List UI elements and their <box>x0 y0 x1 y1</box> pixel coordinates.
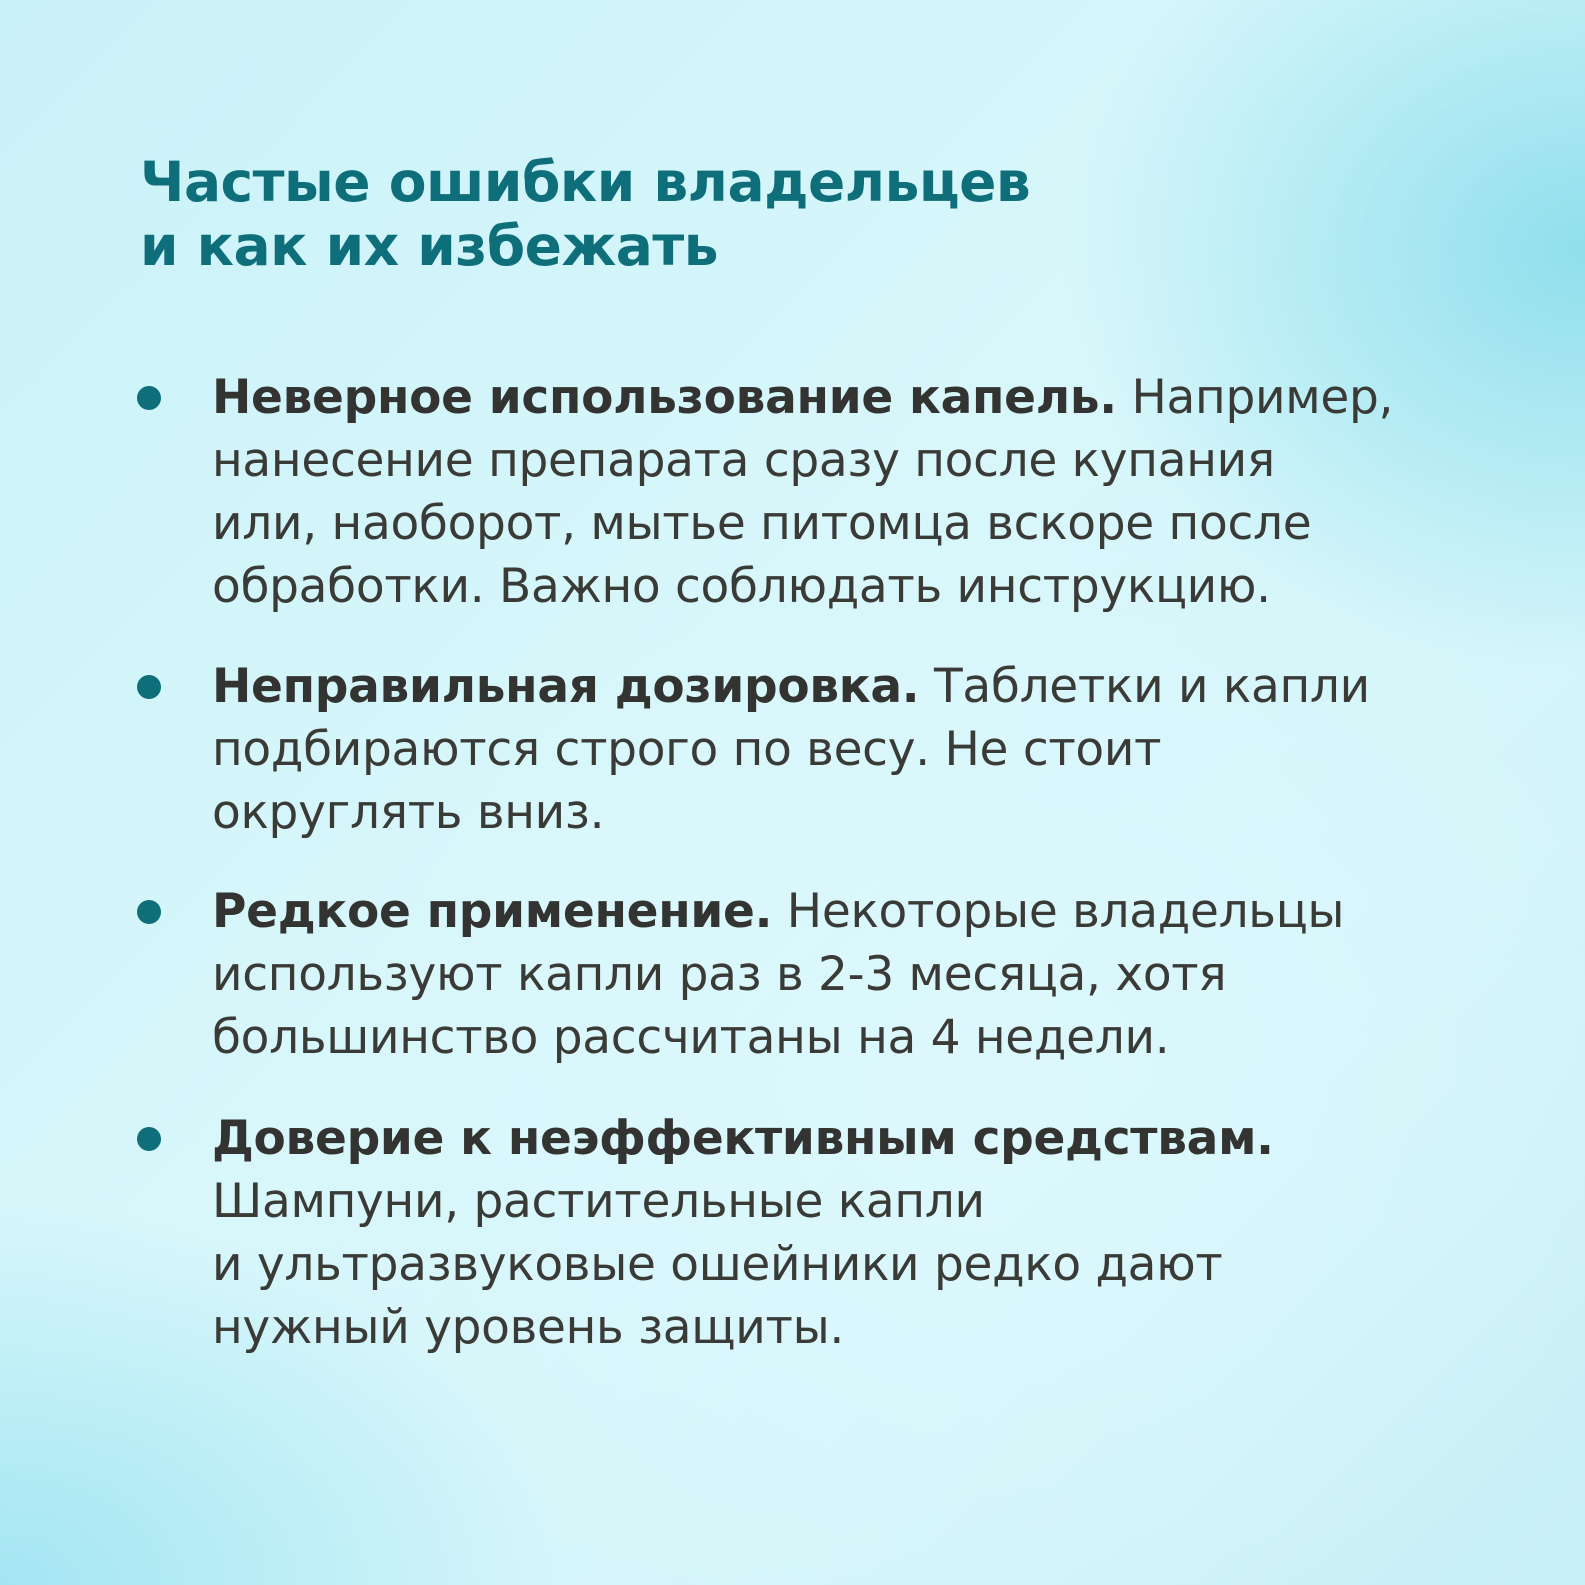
item-heading: Редкое применение. <box>212 884 773 939</box>
list-item-wrong-dosage <box>212 655 1512 844</box>
item-text: Например, <box>1116 370 1394 425</box>
title-line-2: и как их избежать <box>140 214 718 278</box>
item-text: подбираются строго по весу. Не стоит <box>212 722 1162 777</box>
item-line <box>212 655 1512 718</box>
item-text: Некоторые владельцы <box>772 884 1345 939</box>
item-line <box>212 880 1512 943</box>
item-text: округлять вниз. <box>212 785 605 840</box>
item-text: используют капли раз в 2-3 месяца, хотя <box>212 947 1227 1002</box>
item-text: Шампуни, растительные капли <box>212 1174 985 1229</box>
list-item-rare-use <box>212 880 1512 1069</box>
item-heading: Неверное использование капель. <box>212 370 1117 425</box>
list-item-drops-misuse <box>212 366 1512 618</box>
item-text: Таблетки и капли <box>919 659 1370 714</box>
item-text: нужный уровень защиты. <box>212 1300 845 1355</box>
bullet-dot-icon <box>137 386 161 410</box>
item-text: нанесение препарата сразу после купания <box>212 433 1275 488</box>
bullet-dot-icon <box>137 1127 161 1151</box>
item-text: большинство рассчитаны на 4 недели. <box>212 1010 1170 1065</box>
page-title <box>140 150 1440 278</box>
item-heading: Доверие к неэффективным средствам. <box>212 1111 1274 1166</box>
title-line-1: Частые ошибки владельцев <box>140 150 1031 214</box>
item-text: и ультразвуковые ошейники редко дают <box>212 1237 1223 1292</box>
bullet-dot-icon <box>137 675 161 699</box>
list-item-ineffective-remedies <box>212 1107 1512 1359</box>
item-heading: Неправильная дозировка. <box>212 659 920 714</box>
bullet-dot-icon <box>137 900 161 924</box>
item-line <box>212 366 1512 429</box>
item-text: или, наоборот, мытье питомца вскоре после <box>212 496 1312 551</box>
item-text: обработки. Важно соблюдать инструкцию. <box>212 559 1271 614</box>
item-line <box>212 1107 1512 1170</box>
